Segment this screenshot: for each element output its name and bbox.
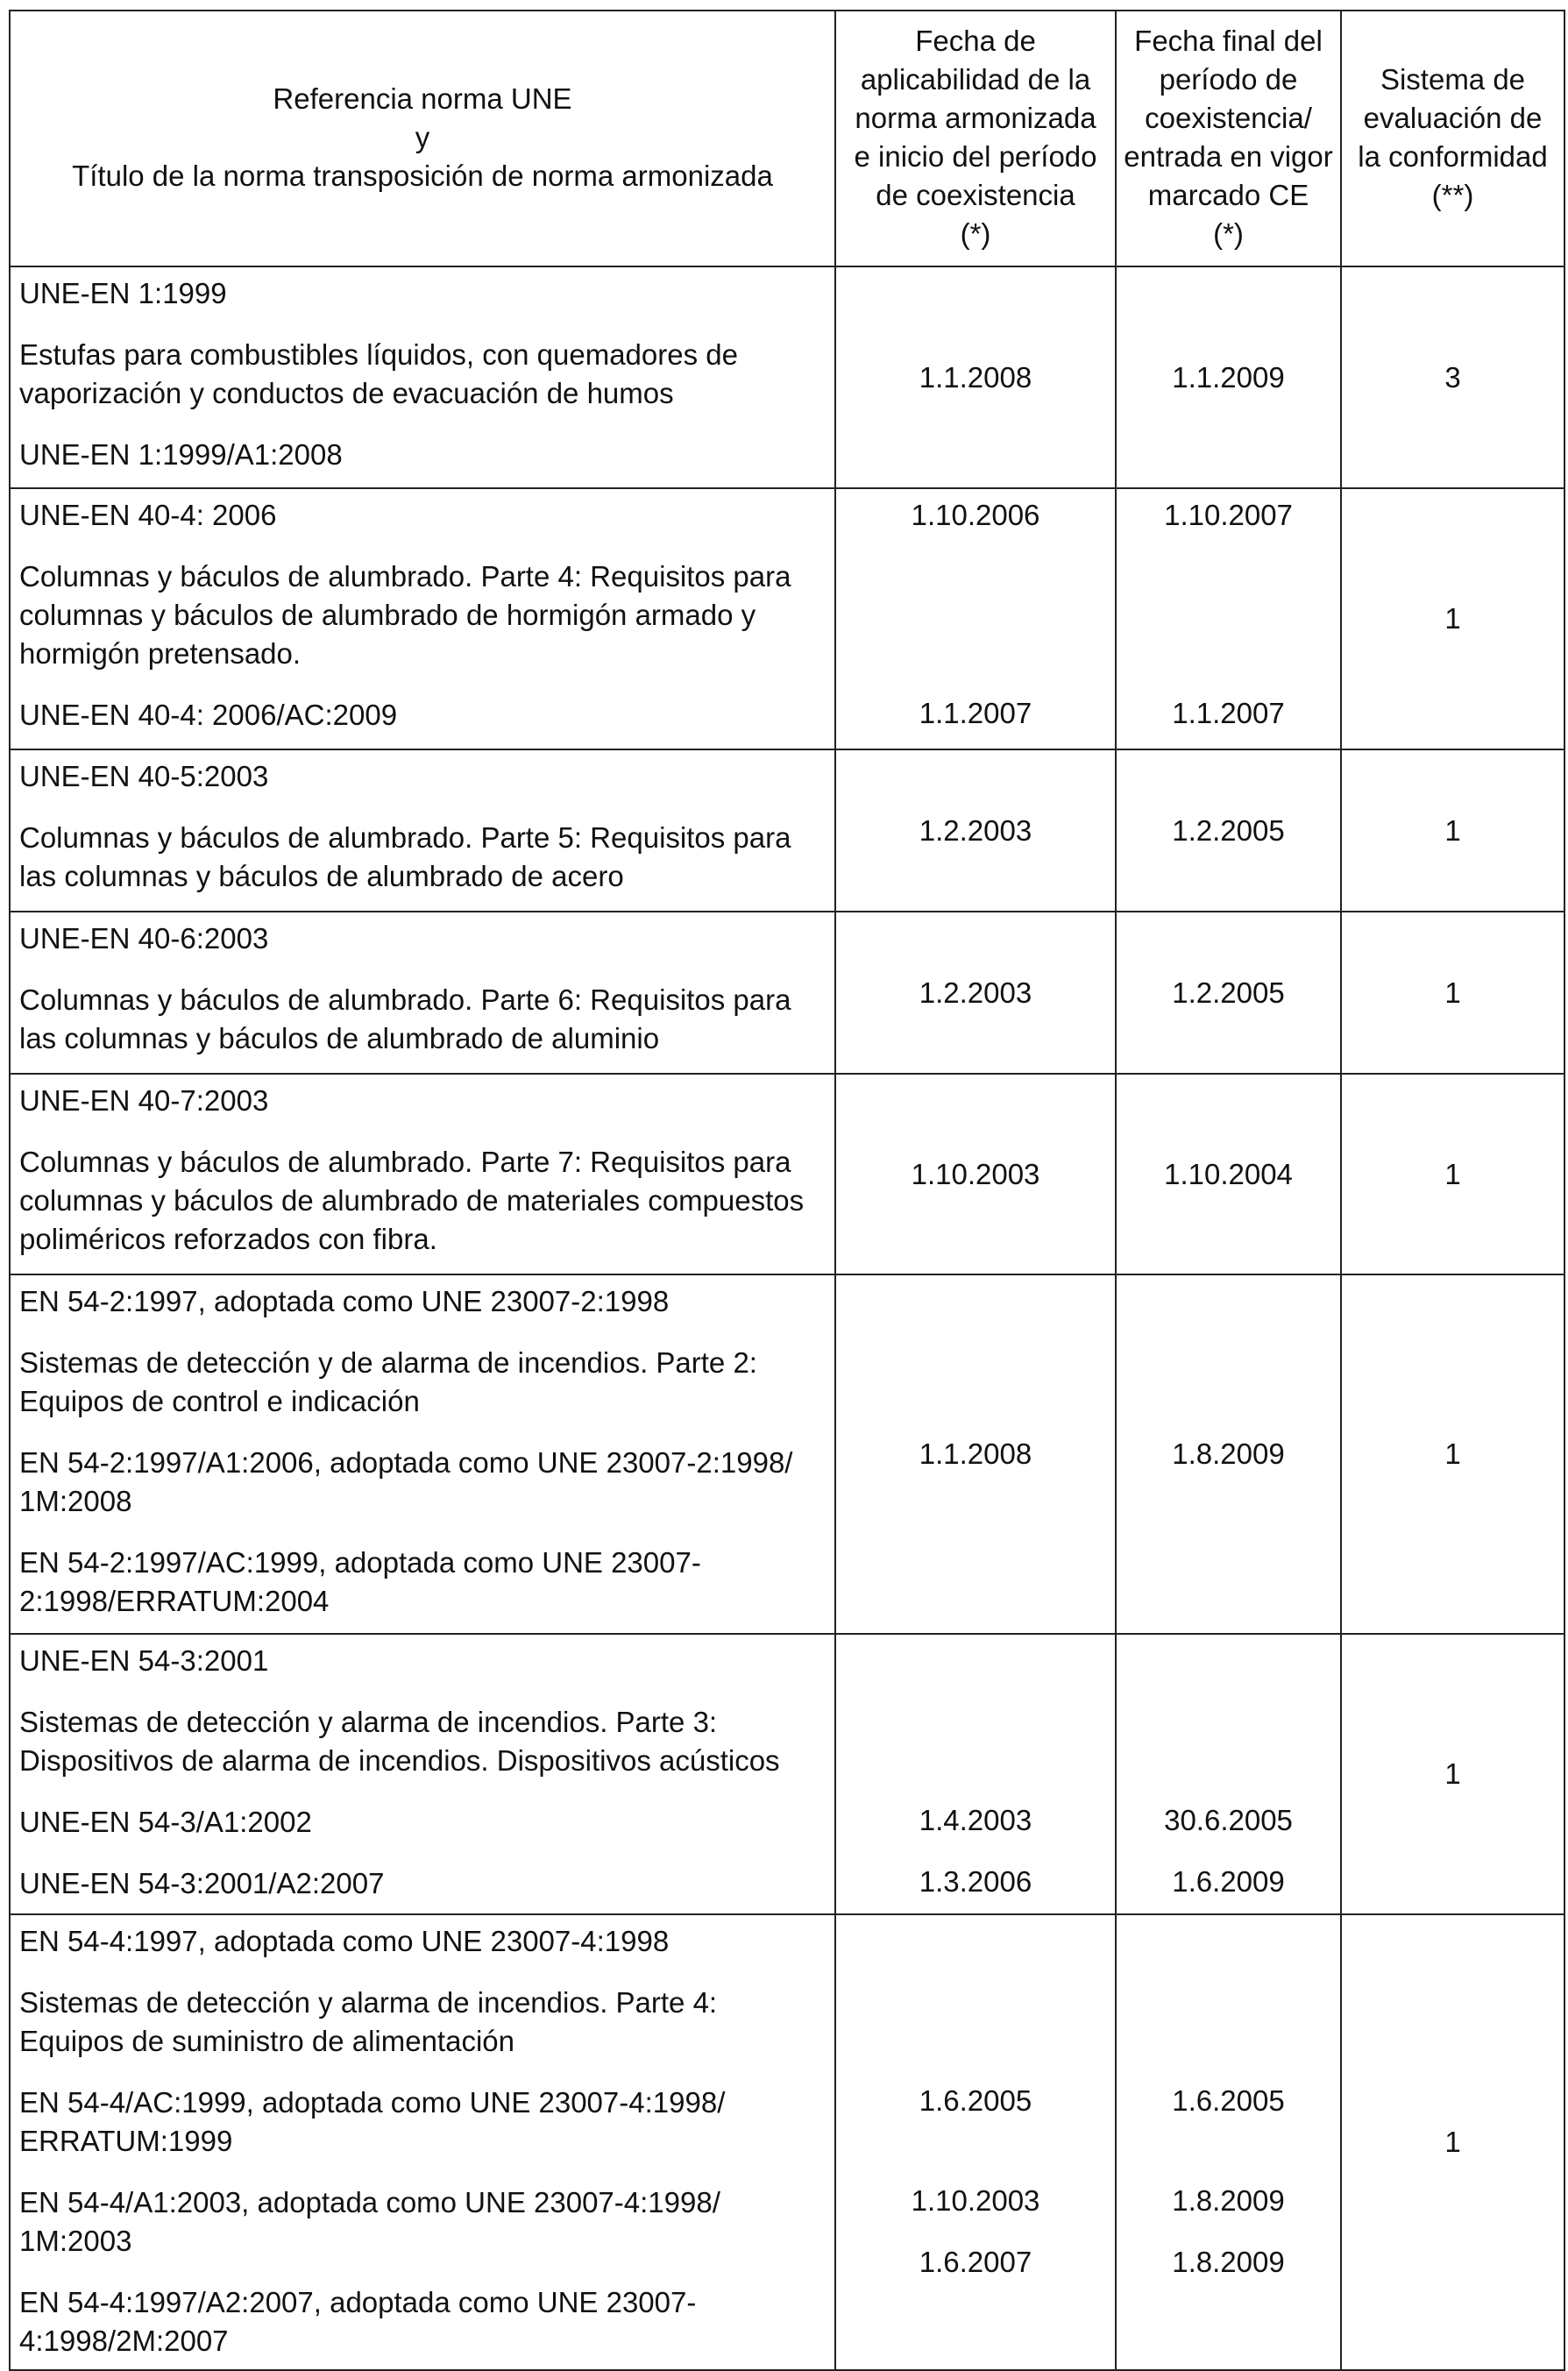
- start-date-cell: 1.10.2006 1.1.2007: [835, 488, 1116, 749]
- reference-cell: UNE-EN 40-7:2003 Columnas y báculos de alumbrado. Parte 7: Requisitos para columnas y báculos de alumbrado de materiales compuestos poliméricos reforzados con fibra.: [10, 1074, 835, 1274]
- end-date-cell: 1.10.2004: [1116, 1074, 1341, 1274]
- table-row: [10, 1074, 1564, 1274]
- reference-cell: UNE-EN 40-6:2003 Columnas y báculos de alumbrado. Parte 6: Requisitos para las columnas y báculos de alumbrado de aluminio: [10, 912, 835, 1074]
- header-end-date: Fecha final del período de coexistencia/ entrada en vigor marcado CE (*): [1116, 11, 1341, 266]
- reference-cell: EN 54-2:1997, adoptada como UNE 23007-2:1998 Sistemas de detección y de alarma de incendios. Parte 2: Equipos de control e indicación EN 54-2:1997/A1:2006, adoptada como UNE 23007-2:1998/ 1M:2008 EN 54-2:1997/AC:1999, adoptada como UNE 23007-2:1998/ERRATUM:2004: [10, 1274, 835, 1634]
- start-date-cell: 1.4.2003 1.3.2006: [835, 1634, 1116, 1914]
- reference-cell: UNE-EN 40-4: 2006 Columnas y báculos de alumbrado. Parte 4: Requisitos para columnas y báculos de alumbrado de hormigón armado y hormigón pretensado. UNE-EN 40-4: 2006/AC:2009: [10, 488, 835, 749]
- table-row: [10, 912, 1564, 1074]
- end-date-cell: 30.6.2005 1.6.2009: [1116, 1634, 1341, 1914]
- table-row: [10, 488, 1564, 749]
- end-date-cell: 1.2.2005: [1116, 749, 1341, 912]
- header-conformity-system: Sistema de evaluación de la conformidad (**): [1341, 11, 1564, 266]
- start-date-cell: 1.10.2003: [835, 1074, 1116, 1274]
- system-cell: 3: [1341, 266, 1564, 488]
- start-date-cell: 1.2.2003: [835, 749, 1116, 912]
- table-header-row: [10, 11, 1564, 266]
- end-date-cell: 1.2.2005: [1116, 912, 1341, 1074]
- reference-cell: UNE-EN 54-3:2001 Sistemas de detección y alarma de incendios. Parte 3: Dispositivos de alarma de incendios. Dispositivos acústicos UNE-EN 54-3/A1:2002 UNE-EN 54-3:2001/A2:2007: [10, 1634, 835, 1914]
- end-date-cell: 1.10.2007 1.1.2007: [1116, 488, 1341, 749]
- table-row: [10, 1274, 1564, 1634]
- start-date-cell: 1.2.2003: [835, 912, 1116, 1074]
- reference-cell: UNE-EN 1:1999 Estufas para combustibles líquidos, con quemadores de vaporización y conductos de evacuación de humos UNE-EN 1:1999/A1:2008: [10, 266, 835, 488]
- table-row: [10, 1914, 1564, 2370]
- header-applicability-date: Fecha de aplicabilidad de la norma armonizada e inicio del período de coexistencia (*): [835, 11, 1116, 266]
- reference-cell: UNE-EN 40-5:2003 Columnas y báculos de alumbrado. Parte 5: Requisitos para las columnas y báculos de alumbrado de acero: [10, 749, 835, 912]
- end-date-cell: 1.6.2005 1.8.2009 1.8.2009: [1116, 1914, 1341, 2370]
- table-row: [10, 1634, 1564, 1914]
- start-date-cell: 1.1.2008: [835, 1274, 1116, 1634]
- start-date-cell: 1.6.2005 1.10.2003 1.6.2007: [835, 1914, 1116, 2370]
- end-date-cell: 1.1.2009: [1116, 266, 1341, 488]
- system-cell: 1: [1341, 488, 1564, 749]
- header-reference: Referencia norma UNE y Título de la norma transposición de norma armonizada: [10, 11, 835, 266]
- system-cell: 1: [1341, 1914, 1564, 2370]
- table-row: [10, 749, 1564, 912]
- end-date-cell: 1.8.2009: [1116, 1274, 1341, 1634]
- harmonized-standards-table: [9, 10, 1565, 2371]
- system-cell: 1: [1341, 749, 1564, 912]
- start-date-cell: 1.1.2008: [835, 266, 1116, 488]
- system-cell: 1: [1341, 912, 1564, 1074]
- system-cell: 1: [1341, 1274, 1564, 1634]
- system-cell: 1: [1341, 1074, 1564, 1274]
- system-cell: 1: [1341, 1634, 1564, 1914]
- reference-cell: EN 54-4:1997, adoptada como UNE 23007-4:1998 Sistemas de detección y alarma de incendios. Parte 4: Equipos de suministro de alimentación EN 54-4/AC:1999, adoptada como UNE 23007-4:1998/ ERRATUM:1999 EN 54-4/A1:2003, adoptada como UNE 23007-4:1998/ 1M:2003 EN 54-4:1997/A2:2007, adoptada como UNE 23007-4:1998/2M:2007: [10, 1914, 835, 2370]
- table-row: [10, 266, 1564, 488]
